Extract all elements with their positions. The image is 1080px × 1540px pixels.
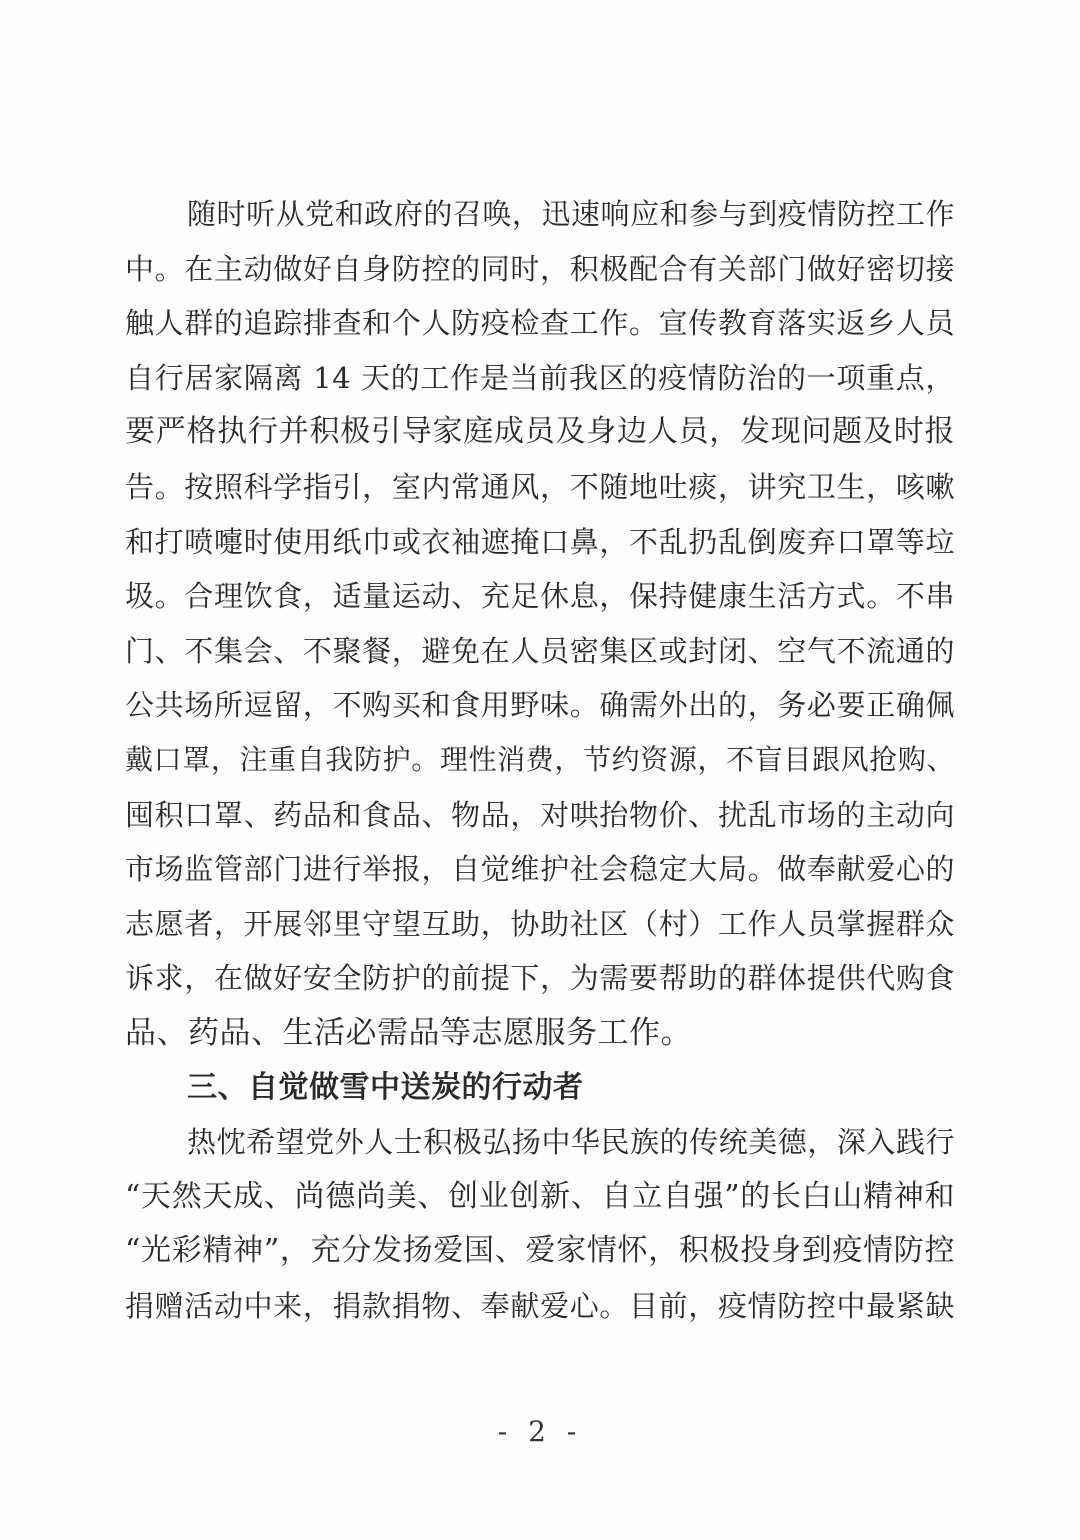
text-line: 品、药品、生活必需品等志愿服务工作。: [125, 1014, 692, 1051]
text-line: 自行居家隔离 14 天的工作是当前我区的疫情防治的一项重点，: [125, 360, 955, 395]
text-line: 告。按照科学指引，室内常通风，不随地吐痰，讲究卫生，咳嗽: [125, 469, 955, 504]
text-line: 市场监管部门进行举报，自觉维护社会稳定大局。做奉献爱心的: [125, 852, 955, 887]
text-line: 热忱希望党外人士积极弘扬中华民族的传统美德，深入践行: [187, 1125, 955, 1160]
text-line: 要严格执行并积极引导家庭成员及身边人员，发现问题及时报: [125, 414, 955, 450]
text-line: 随时听从党和政府的召唤，迅速响应和参与到疫情防控工作: [187, 197, 955, 231]
page-number: - 2 -: [497, 1415, 583, 1448]
text-line: 圾。合理饮食，适量运动、充足休息，保持健康生活方式。不串: [125, 579, 955, 614]
section-heading: 三、自觉做雪中送炭的行动者: [187, 1069, 584, 1105]
text-line: 戴口罩，注重自我防护。理性消费，节约资源，不盲目跟风抢购、: [125, 742, 955, 776]
text-line: 捐赠活动中来，捐款捐物、奉献爱心。目前，疫情防控中最紧缺: [125, 1288, 955, 1323]
text-line: “光彩精神”，充分发扬爱国、爱家情怀，积极投身到疫情防控: [125, 1233, 955, 1269]
text-line: 公共场所逗留，不购买和食用野味。确需外出的，务必要正确佩: [125, 688, 955, 723]
text-line: 囤积口罩、药品和食品、物品，对哄抬物价、扰乱市场的主动向: [125, 797, 955, 832]
text-line: 和打喷嚏时使用纸巾或衣袖遮掩口鼻，不乱扔乱倒废弃口罩等垃: [125, 524, 955, 559]
body-text: [125, 187, 955, 1333]
text-line: 诉求，在做好安全防护的前提下，为需要帮助的群体提供代购食: [125, 961, 955, 996]
text-line: “天然天成、尚德尚美、创业创新、自立自强”的长白山精神和: [125, 1178, 955, 1214]
text-line: 志愿者，开展邻里守望互助，协助社区（村）工作人员掌握群众: [125, 906, 955, 941]
text-line: 中。在主动做好自身防控的同时，积极配合有关部门做好密切接: [125, 251, 955, 286]
text-line: 触人群的追踪排查和个人防疫检查工作。宣传教育落实返乡人员: [125, 306, 955, 341]
text-line: 门、不集会、不聚餐，避免在人员密集区或封闭、空气不流通的: [125, 633, 955, 668]
